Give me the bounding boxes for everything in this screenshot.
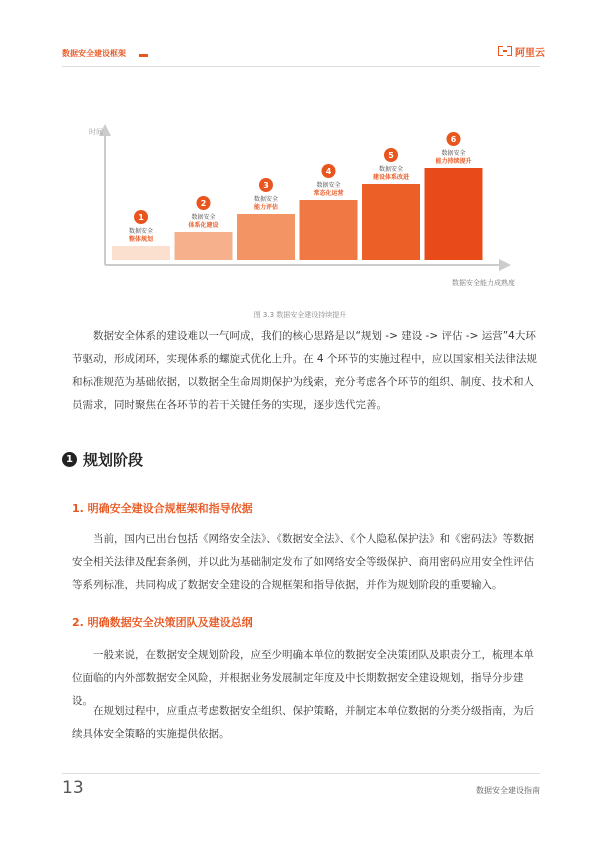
brand-logo: [498, 44, 545, 58]
step-number-5: 5: [388, 151, 394, 160]
maturity-staircase-figure: [60, 110, 540, 300]
step-number-2: 2: [200, 199, 207, 208]
y-axis-label: 时间: [89, 128, 103, 136]
subsection-2-paragraph-2: 在规划过程中，应重点考虑数据安全组织、保护策略，并制定本单位数据的分类分级指南，为后续具体安全策略的实施提供依据。: [72, 705, 534, 740]
step-label-6-line1: 数据安全: [441, 150, 466, 157]
step-label-3-line1: 数据安全: [253, 196, 279, 203]
subsection-2-title: 2. 明确数据安全决策团队及建设总纲: [72, 616, 253, 629]
step-bar-2: [175, 232, 233, 260]
step-bar-3: [237, 214, 295, 260]
subsection-1-title: 1. 明确安全建设合规框架和指导依据: [72, 502, 253, 515]
section-title: 规划阶段: [83, 451, 144, 469]
step-label-2-line1: 数据安全: [191, 214, 216, 221]
step-number-3: 3: [263, 181, 269, 190]
footer-doc-title: 数据安全建设指南: [476, 786, 540, 795]
intro-paragraph: 数据安全体系的建设难以一气呵成，我们的核心思路是以“规划 -> 建设 -> 评估 -> 运营”4大环节驱动，形成闭环，实现体系的螺旋式优化上升。在 4 个环节的实施过程中，应以国家相关法律法规和标准规范为基础依据，以数据全生命周期保护为线索，充分考虑各个环节的组织、制度、技术和人员需求，同时聚焦在各环节的若干关键任务的实现，逐步迭代完善。: [72, 330, 537, 411]
step-label-5-line1: 数据安全: [378, 166, 404, 173]
step-label-4-line1: 数据安全: [316, 182, 341, 189]
footer-divider: [62, 773, 540, 774]
header-dash: [139, 54, 148, 57]
aliyun-logo-icon: [498, 46, 512, 56]
step-label-1-line2: 整体规划: [128, 236, 154, 243]
step-label-3-line2: 能力评估: [253, 204, 279, 211]
figure-caption: 图 3.3 数据安全建设持续提升: [253, 311, 347, 319]
subsection-2-paragraph-1: 一般来说，在数据安全规划阶段，应至少明确本单位的数据安全决策团队及职责分工，梳理本单位面临的内外部数据安全风险，并根据业务发展制定年度及中长期数据安全建设规划，指导分步建设。: [72, 649, 534, 707]
subsection-1-paragraph: 当前，国内已出台包括《网络安全法》、《数据安全法》、《个人隐私保护法》和《密码法》等数据安全相关法律及配套条例，并以此为基础制定发布了如网络安全等级保护、商用密码应用安全性评估等系列标准，共同构成了数据安全建设的合规框架和指导依据，并作为规划阶段的重要输入。: [72, 533, 534, 591]
step-label-1-line1: 数据安全: [128, 228, 154, 235]
step-bar-4: [300, 200, 358, 260]
header-title: 数据安全建设框架: [62, 49, 126, 58]
step-number-1: 1: [138, 213, 144, 222]
step-number-4: 4: [325, 167, 332, 176]
step-label-2-line2: 体系化建设: [188, 222, 219, 229]
step-label-4-line2: 常态化运营: [313, 190, 344, 197]
step-bar-5: [362, 184, 420, 260]
section-heading: [62, 449, 143, 470]
step-label-6-line2: 能力持续提升: [435, 158, 472, 165]
logo-text: 阿里云: [515, 47, 545, 59]
step-bar-6: [425, 168, 483, 260]
step-number-6: 6: [450, 135, 457, 144]
step-label-5-line2: 建设体系改进: [372, 174, 410, 181]
section-number-badge: 1: [62, 452, 77, 467]
x-axis-label: 数据安全能力成熟度: [452, 279, 515, 287]
header-divider: [62, 66, 540, 67]
step-bar-1: [112, 246, 170, 260]
page-number: 13: [62, 778, 84, 798]
